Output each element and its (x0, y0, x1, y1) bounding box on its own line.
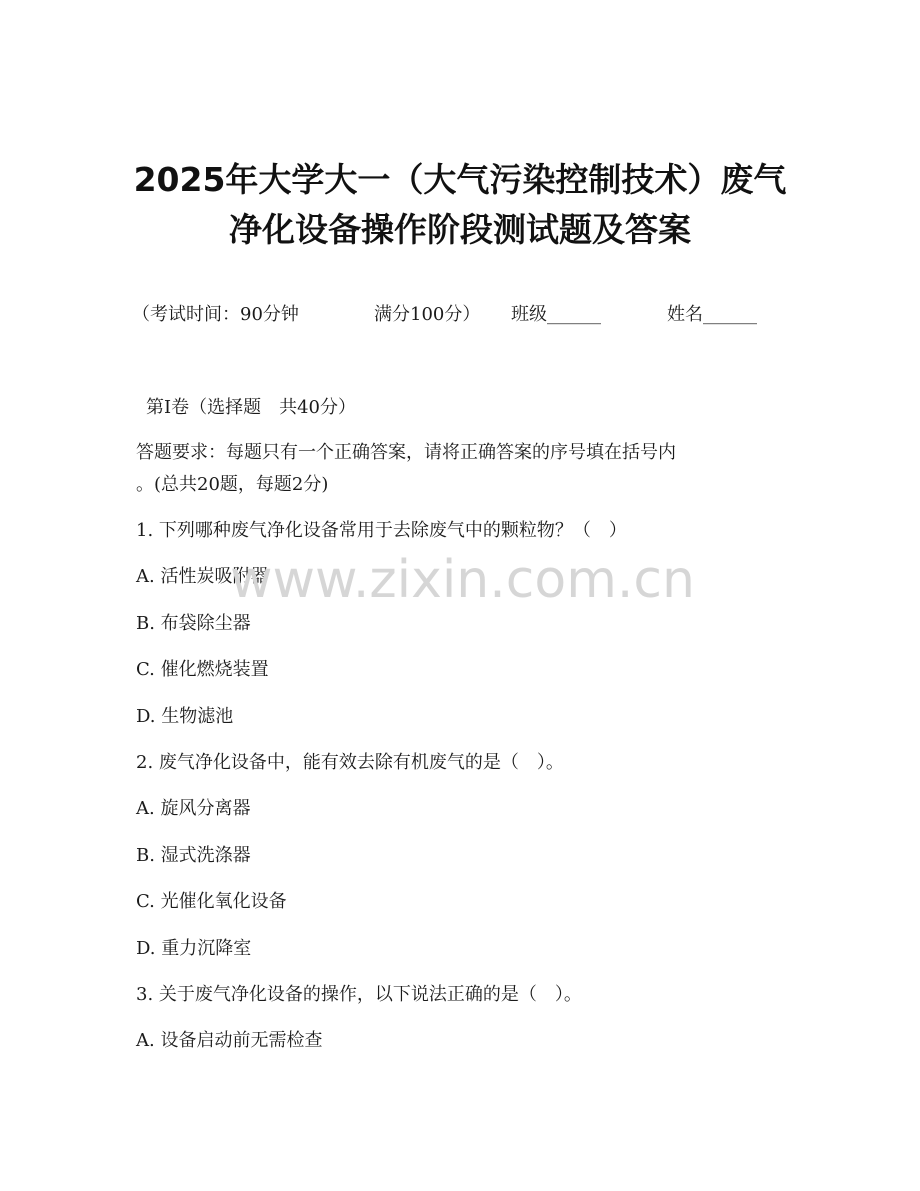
question-3-option-a: A. 设备启动前无需检查 (136, 1030, 323, 1051)
name-field: 姓名______ (667, 304, 757, 325)
document-title-line-2: 净化设备操作阶段测试题及答案 (229, 210, 691, 249)
question-2-option-c: C. 光催化氧化设备 (136, 891, 287, 912)
question-1-option-a: A. 活性炭吸附器 (136, 566, 269, 587)
question-2-option-b: B. 湿式洗涤器 (136, 845, 251, 866)
question-2-option-a: A. 旋风分离器 (136, 798, 251, 819)
full-score: 满分100分） (374, 304, 481, 325)
question-1-option-d: D. 生物滤池 (136, 706, 234, 727)
question-3-stem: 3. 关于废气净化设备的操作，以下说法正确的是（ ）。 (136, 984, 582, 1005)
watermark: www.zixin.com.cn (230, 550, 695, 610)
exam-time: （考试时间：90分钟 (132, 304, 299, 325)
question-1-option-b: B. 布袋除尘器 (136, 613, 251, 634)
instructions-line-1: 答题要求：每题只有一个正确答案，请将正确答案的序号填在括号内 (136, 442, 676, 463)
instructions-line-2: 。(总共20题，每题2分) (136, 474, 329, 495)
question-2-option-d: D. 重力沉降室 (136, 938, 252, 959)
document-title-line-1: 2025年大学大一（大气污染控制技术）废气 (133, 160, 787, 199)
section-heading: 第Ⅰ卷（选择题 共40分） (146, 397, 357, 418)
question-1-option-c: C. 催化燃烧装置 (136, 659, 269, 680)
exam-info-row (0, 300, 920, 330)
question-2-stem: 2. 废气净化设备中，能有效去除有机废气的是（ ）。 (136, 752, 564, 773)
question-1-stem: 1. 下列哪种废气净化设备常用于去除废气中的颗粒物？（ ） (136, 520, 627, 541)
class-field: 班级______ (511, 304, 601, 325)
